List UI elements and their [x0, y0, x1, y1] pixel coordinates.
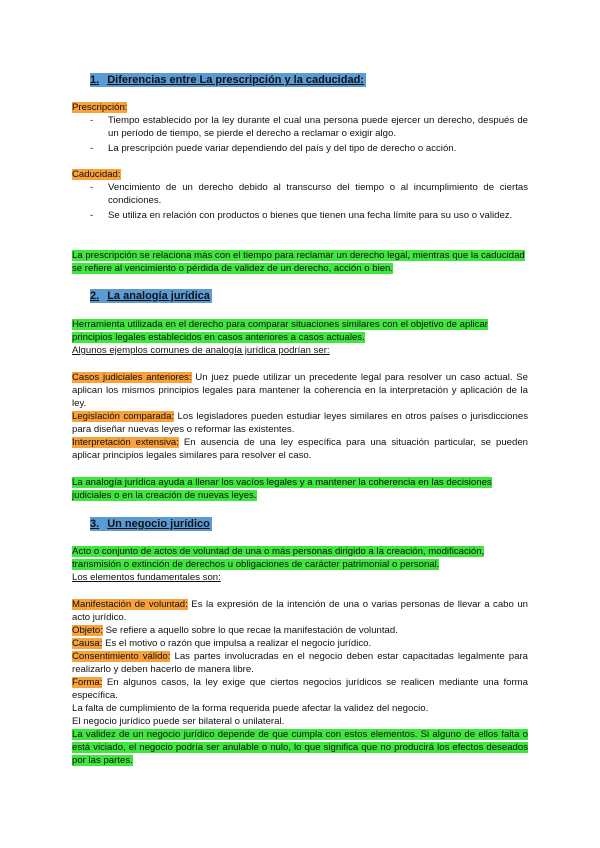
- caducidad-label: Caducidad:: [72, 169, 121, 180]
- legislacion-label: Legislación comparada:: [72, 411, 175, 422]
- consentimiento-label: Consentimiento válido:: [72, 651, 171, 662]
- section-1-heading: [90, 73, 366, 87]
- manifestacion-label: Manifestación de voluntad:: [72, 599, 188, 610]
- forma-text: En algunos casos, la ley exige que ciertos negocios jurídicos se realicen mediante una forma específica.: [72, 677, 528, 701]
- prescripcion-block: [72, 101, 528, 155]
- list-item: - Tiempo establecido por la ley durante el cual una persona puede ejercer un derecho, después de un período de tiempo, se pierde el derecho a reclamar o exigir algo.: [72, 114, 528, 140]
- analogia-definition: [72, 318, 528, 357]
- legislacion-text: Los legisladores pueden estudiar leyes similares en otros países o jurisdicciones para diseñar nuevas leyes o reformar las existentes.: [72, 411, 528, 435]
- causa-text: Es el motivo o razón que impulsa a realizar el negocio jurídico.: [102, 638, 372, 649]
- list-item: - Vencimiento de un derecho debido al transcurso del tiempo o al incumplimiento de ciertas condiciones.: [72, 181, 528, 207]
- objeto-text: Se refiere a aquello sobre lo que recae la manifestación de voluntad.: [102, 625, 398, 636]
- interpretacion-label: Interpretación extensiva:: [72, 437, 179, 448]
- prescripcion-list: [72, 114, 528, 155]
- prescripcion-label: Prescripción:: [72, 102, 128, 113]
- section-1-title: Diferencias entre La prescripción y la caducidad:: [107, 74, 364, 86]
- negocio-note-1: La falta de cumplimiento de la forma requerida puede afectar la validez del negocio.: [72, 703, 429, 714]
- section-1-number: 1.: [90, 74, 100, 86]
- causa-label: Causa:: [72, 638, 103, 649]
- section-3-summary-text: La validez de un negocio jurídico depende de que cumpla con estos elementos. Si alguno de ellos falta o está viciado, el negocio podría ser anulable o nulo, lo que significa que no producirá los efectos deseados por las partes.: [72, 729, 528, 766]
- section-2-number: 2.: [90, 290, 100, 302]
- section-3-title: Un negocio jurídico: [107, 518, 210, 530]
- section-1-summary: [72, 249, 528, 275]
- analogia-examples-intro: Algunos ejemplos comunes de analogía jurídica podrían ser:: [72, 345, 330, 356]
- objeto-label: Objeto:: [72, 625, 103, 636]
- list-item: - Se utiliza en relación con productos o bienes que tienen una fecha límite para su uso o validez.: [72, 209, 528, 222]
- interpretacion-text: En ausencia de una ley específica para una situación particular, se pueden aplicar principios legales similares para resolver el caso.: [72, 437, 528, 461]
- negocio-definition: [72, 545, 528, 584]
- list-item: - La prescripción puede variar dependiendo del país y del tipo de derecho o acción.: [72, 142, 528, 155]
- negocio-note-2: El negocio jurídico puede ser bilateral o unilateral.: [72, 716, 285, 727]
- negocio-elements: [72, 598, 528, 767]
- section-2-summary-text: La analogía jurídica ayuda a llenar los vacíos legales y a mantener la coherencia en las decisiones judiciales o en la creación de nuevas leyes.: [72, 477, 492, 501]
- forma-label: Forma:: [72, 677, 103, 688]
- caducidad-block: [72, 168, 528, 222]
- section-1-summary-text: La prescripción se relaciona más con el tiempo para reclamar un derecho legal, mientras que la caducidad se refiere al vencimiento o pérdida de validez de un derecho, acción o bien.: [72, 250, 525, 274]
- manifestacion-text: Es la expresión de la intención de una o varias personas de llevar a cabo un acto jurídico.: [72, 599, 528, 623]
- caducidad-list: [72, 181, 528, 222]
- casos-text: Un juez puede utilizar un precedente legal para resolver un caso actual. Se aplican los mismos principios legales para mantener la coherencia en la interpretación y aplicación de la ley.: [72, 372, 528, 409]
- casos-label: Casos judiciales anteriores:: [72, 372, 192, 383]
- section-3-number: 3.: [90, 518, 100, 530]
- negocio-elements-intro: Los elementos fundamentales son:: [72, 572, 221, 583]
- section-2-heading: [90, 289, 212, 303]
- section-2-summary: [72, 476, 528, 502]
- consentimiento-text: Las partes involucradas en el negocio deben estar capacitadas legalmente para realizarlo y deben hacerlo de manera libre.: [72, 651, 528, 675]
- analogia-definition-text: Herramienta utilizada en el derecho para comparar situaciones similares con el objetivo de aplicar principios legales establecidos en casos anteriores a casos actuales.: [72, 319, 488, 343]
- section-2-title: La analogía jurídica: [107, 290, 210, 302]
- negocio-definition-text: Acto o conjunto de actos de voluntad de una o más personas dirigido a la creación, modificación, transmisión o extinción de derechos u obligaciones de carácter patrimonial o personal.: [72, 546, 485, 570]
- section-3-heading: [90, 517, 212, 531]
- analogia-examples: [72, 371, 528, 462]
